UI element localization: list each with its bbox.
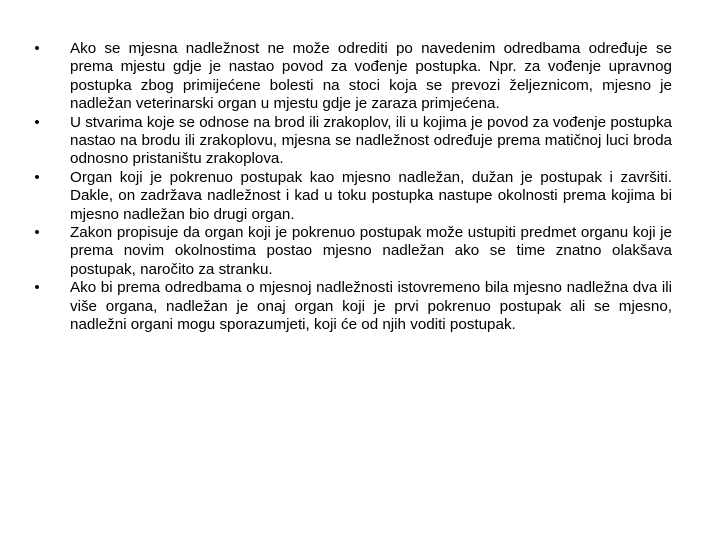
bullet-icon: • [34,40,40,57]
bullet-text: Organ koji je pokrenuo postupak kao mjesno nadležan, dužan je postupak i završiti. Dakle, on zadržava nadležnost i kad u toku postupka nastupe okolnosti prema kojima bi mjesno nadležan bio drugi organ. [70,168,672,223]
bullet-icon: • [34,168,40,186]
bullet-text: U stvarima koje se odnose na brod ili zrakoplov, ili u kojima je povod za vođenje postupka nastao na brodu ili zrakoplovu, mjesna se nadležnost određuje prema matičnoj luci broda odnosno pristaništu zrakoplova. [70,113,672,168]
bullet-text: Ako bi prema odredbama o mjesnoj nadležnosti istovremeno bila mjesno nadležna dva ili više organa, nadležan je onaj organ koji je prvi pokrenuo postupak ali se mjesno, nadležni organi mogu sporazumjeti, koji će od njih voditi postupak. [70,279,672,334]
bullet-item [34,168,672,224]
bullet-text: Ako se mjesna nadležnost ne može odrediti po navedenim odredbama određuje se prema mjestu gdje je nastao povod za vođenje postupka. Npr. za vođenje upravnog postupka zbog primijećene bolesti na stoci koja se prevozi željeznicom, mjesno je nadležan veterinarski organ u mjestu gdje je zaraza primjećena. [70,40,672,113]
bullet-text: Zakon propisuje da organ koji je pokrenuo postupak može ustupiti predmet organu koji je prema novim okolnostima postao mjesno nadležan ako se time znatno olakšava postupak, naročito za stranku. [70,224,672,278]
bullet-list [34,40,672,335]
bullet-icon: • [34,113,40,131]
bullet-item [34,40,672,114]
bullet-item [34,279,672,334]
bullet-item [34,113,672,169]
bullet-item [34,224,672,279]
bullet-icon: • [34,224,40,242]
bullet-icon: • [34,279,40,297]
